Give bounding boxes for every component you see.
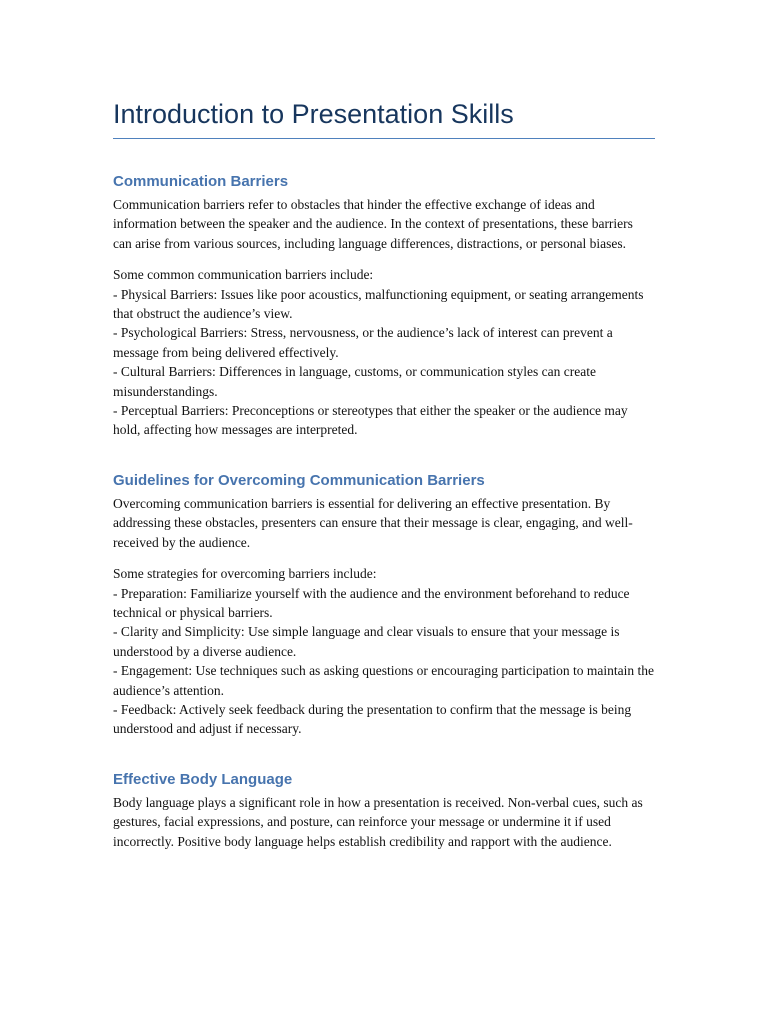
section-overcoming-barriers — [113, 471, 655, 739]
section-paragraph: Body language plays a significant role in how a presentation is received. Non-verbal cues, such as gestures, facial expressions, and posture, can reinforce your message or undermine it if used incorrectly. Positive body language helps establish credibility and rapport with the audience. — [113, 794, 643, 849]
section-paragraph: Overcoming communication barriers is essential for delivering an effective presentation. By addressing these obstacles, presenters can ensure that their message is clear, engaging, and well-received by the audience. — [113, 495, 633, 550]
section-communication-barriers — [113, 172, 655, 440]
list-item: - Clarity and Simplicity: Use simple language and clear visuals to ensure that your message is understood by a diverse audience. — [113, 624, 620, 659]
document-title: Introduction to Presentation Skills — [113, 96, 655, 139]
section-heading: Communication Barriers — [113, 173, 289, 190]
section-heading: Effective Body Language — [113, 770, 293, 788]
list-item: - Engagement: Use techniques such as asking questions or encouraging participation to maintain the audience’s attention. — [113, 663, 654, 698]
list-item: - Psychological Barriers: Stress, nervousness, or the audience’s lack of interest can prevent a message from being delivered effectively. — [113, 325, 613, 360]
list-intro: Some strategies for overcoming barriers include: — [113, 566, 377, 582]
document-page — [113, 96, 655, 863]
list-item: - Preparation: Familiarize yourself with the audience and the environment beforehand to reduce technical or physical barriers. — [113, 585, 630, 620]
section-paragraph: Communication barriers refer to obstacles that hinder the effective exchange of ideas and information between the speaker and the audience. In the context of presentations, these barriers can arise from various sources, including language differences, distractions, or personal biases. — [113, 197, 633, 251]
strategy-list — [113, 564, 655, 739]
section-heading: Guidelines for Overcoming Communication Barriers — [113, 471, 485, 489]
list-intro: Some common communication barriers include: — [113, 267, 374, 283]
list-item: - Cultural Barriers: Differences in language, customs, or communication styles can create misunderstandings. — [113, 364, 596, 399]
list-item: - Physical Barriers: Issues like poor acoustics, malfunctioning equipment, or seating arrangements that obstruct the audience’s view. — [113, 286, 644, 322]
barrier-list — [113, 265, 655, 440]
list-item: - Feedback: Actively seek feedback during the presentation to confirm that the message is being understood and adjust if necessary. — [113, 701, 632, 737]
section-body-language — [113, 770, 655, 851]
list-item: - Perceptual Barriers: Preconceptions or stereotypes that either the speaker or the audience may hold, affecting how messages are interpreted. — [113, 403, 628, 438]
